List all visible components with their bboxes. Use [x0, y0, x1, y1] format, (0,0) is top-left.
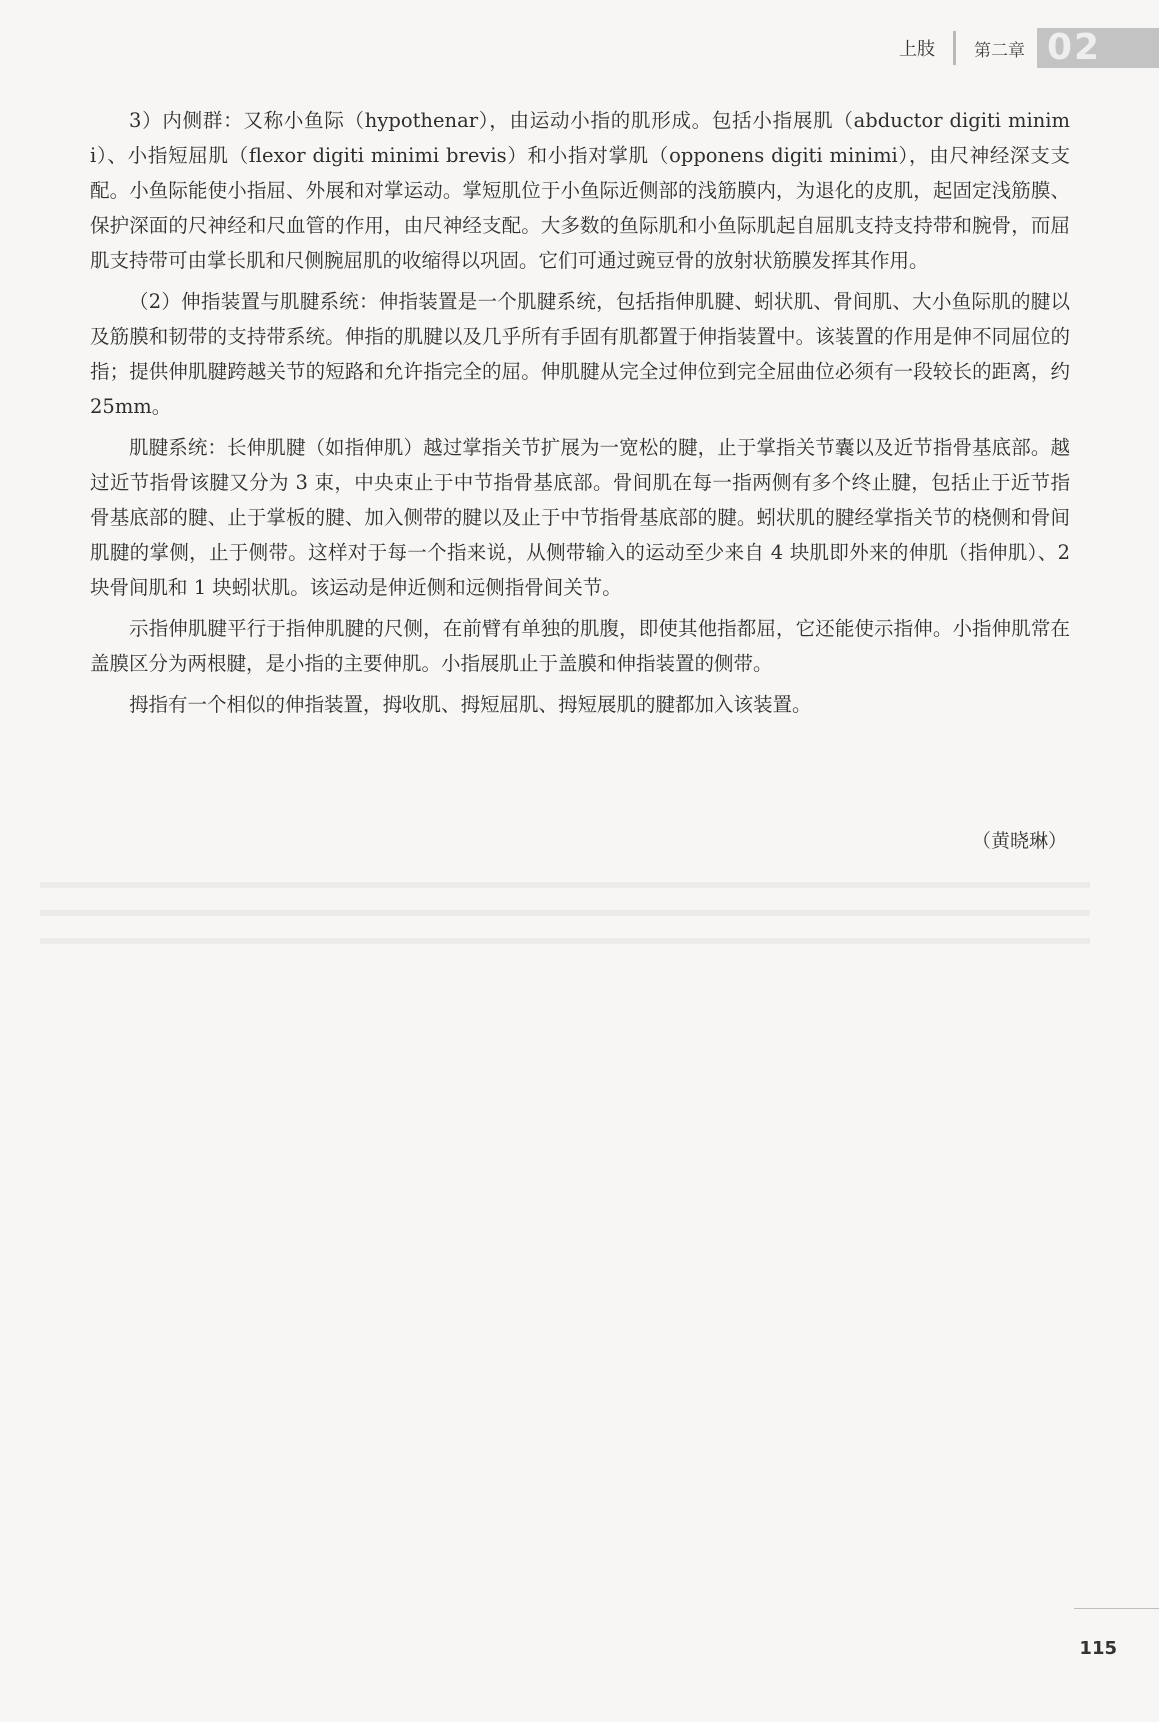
chapter-number-tab: 02 — [1037, 28, 1159, 68]
page-number: 115 — [1079, 1638, 1117, 1659]
paragraph-hypothenar: 3）内侧群：又称小鱼际（hypothenar），由运动小指的肌形成。包括小指展肌（abductor digiti minimi）、小指短屈肌（flexor digiti minimi brevis）和小指对掌肌（opponens digiti minimi），由尺神经深支支配。小鱼际能使小指屈、外展和对掌运动。掌短肌位于小鱼际近侧部的浅筋膜内，为退化的皮肌，起固定浅筋膜、保护深面的尺神经和尺血管的作用，由尺神经支配。大多数的鱼际肌和小鱼际肌起自屈肌支持支持带和腕骨，而屈肌支持带可由掌长肌和尺侧腕屈肌的收缩得以巩固。它们可通过豌豆骨的放射状筋膜发挥其作用。 — [90, 109, 1070, 272]
running-header — [899, 28, 1159, 68]
paragraph-extensor-apparatus: （2）伸指装置与肌腱系统：伸指装置是一个肌腱系统，包括指伸肌腱、蚓状肌、骨间肌、大小鱼际肌的腱以及筋膜和韧带的支持带系统。伸指的肌腱以及几乎所有手固有肌都置于伸指装置中。该装置的作用是伸不同屈位的指；提供伸肌腱跨越关节的短路和允许指完全的屈。伸肌腱从完全过伸位到完全屈曲位必须有一段较长的距离，约 25mm。 — [90, 290, 1070, 418]
paragraph-thumb: 拇指有一个相似的伸指装置，拇收肌、拇短屈肌、拇短展肌的腱都加入该装置。 — [129, 693, 812, 716]
paragraph-tendon-system: 肌腱系统：长伸肌腱（如指伸肌）越过掌指关节扩展为一宽松的腱，止于掌指关节囊以及近节指骨基底部。越过近节指骨该腱又分为 3 束，中央束止于中节指骨基底部。骨间肌在每一指两侧有多个终止腱，包括止于近节指骨基底部的腱、止于掌板的腱、加入侧带的腱以及止于中节指骨基底部的腱。蚓状肌的腱经掌指关节的桡侧和骨间肌腱的掌侧，止于侧带。这样对于每一个指来说，从侧带输入的运动至少来自 4 块肌即外来的伸肌（指伸肌）、2 块骨间肌和 1 块蚓状肌。该运动是伸近侧和远侧指骨间关节。 — [90, 436, 1070, 599]
show-through-line — [40, 938, 1090, 944]
footer-rule — [1074, 1608, 1159, 1609]
author-attribution: （黄晓琳） — [971, 830, 1067, 852]
body-text — [90, 103, 1070, 728]
show-through-line — [40, 882, 1090, 888]
section-title: 上肢 — [899, 39, 935, 60]
show-through-line — [40, 910, 1090, 916]
header-divider — [953, 31, 956, 65]
chapter-label: 第二章 — [974, 40, 1025, 61]
show-through-texture — [40, 860, 1090, 970]
paragraph-extensor-indicis: 示指伸肌腱平行于指伸肌腱的尺侧，在前臂有单独的肌腹，即使其他指都屈，它还能使示指伸。小指伸肌常在盖膜区分为两根腱，是小指的主要伸肌。小指展肌止于盖膜和伸指装置的侧带。 — [90, 617, 1070, 675]
